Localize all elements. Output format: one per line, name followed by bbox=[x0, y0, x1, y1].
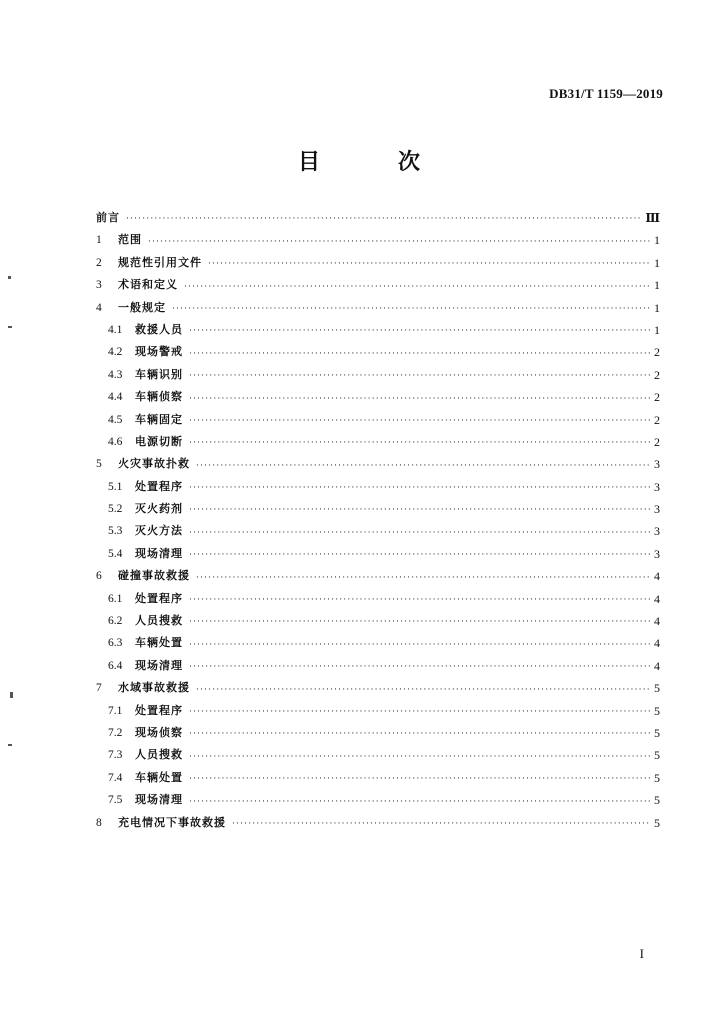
toc-entry-label: 碰撞事故救援 bbox=[118, 569, 190, 583]
toc-entry[interactable] bbox=[96, 744, 660, 766]
dot-leader bbox=[189, 702, 650, 722]
toc-entry[interactable] bbox=[96, 364, 660, 386]
toc-entry-page: 2 bbox=[654, 412, 660, 427]
toc-entry-number: 7.5 bbox=[108, 794, 123, 807]
toc-entry-number: 5.4 bbox=[108, 547, 123, 560]
toc-entry[interactable] bbox=[96, 386, 660, 408]
toc-entry-label: 车辆固定 bbox=[135, 412, 183, 426]
toc-entry-label: 现场侦察 bbox=[135, 725, 183, 739]
toc-entry[interactable] bbox=[96, 453, 660, 475]
toc-entry[interactable] bbox=[96, 789, 660, 811]
toc-entry-page: Ⅲ bbox=[645, 210, 660, 225]
toc-entry-label: 现场清理 bbox=[135, 546, 183, 560]
toc-entry-number: 7.4 bbox=[108, 771, 123, 784]
toc-entry-page: 3 bbox=[654, 479, 660, 494]
toc-entry-page: 1 bbox=[654, 322, 660, 337]
toc-entry-number: 6.4 bbox=[108, 659, 123, 672]
table-of-contents bbox=[96, 207, 660, 834]
toc-entry-number: 4.2 bbox=[108, 346, 123, 359]
dot-leader bbox=[189, 657, 650, 677]
toc-entry-page: 1 bbox=[654, 233, 660, 248]
toc-entry-label: 水域事故救援 bbox=[118, 681, 190, 695]
toc-entry-number: 7.3 bbox=[108, 749, 123, 762]
toc-entry-page: 4 bbox=[654, 569, 660, 584]
toc-entry[interactable] bbox=[96, 722, 660, 744]
toc-entry-page: 1 bbox=[654, 255, 660, 270]
toc-entry-number: 7 bbox=[96, 682, 102, 695]
toc-entry-label: 车辆侦察 bbox=[135, 390, 183, 404]
dot-leader bbox=[189, 411, 650, 431]
toc-entry-page: 5 bbox=[654, 725, 660, 740]
toc-entry-page: 3 bbox=[654, 546, 660, 561]
dot-leader bbox=[196, 568, 650, 588]
toc-entry-page: 5 bbox=[654, 748, 660, 763]
dot-leader bbox=[126, 209, 641, 229]
toc-entry-page: 4 bbox=[654, 636, 660, 651]
toc-entry-number: 4.6 bbox=[108, 435, 123, 448]
toc-entry[interactable] bbox=[96, 610, 660, 632]
toc-entry-page: 4 bbox=[654, 591, 660, 606]
dot-leader bbox=[189, 769, 650, 789]
scan-mark bbox=[8, 326, 12, 328]
toc-entry-number: 8 bbox=[96, 816, 102, 829]
toc-entry-number: 4.1 bbox=[108, 323, 123, 336]
dot-leader bbox=[189, 478, 650, 498]
toc-entry-label: 处置程序 bbox=[135, 479, 183, 493]
dot-leader bbox=[189, 433, 650, 453]
dot-leader bbox=[184, 277, 650, 297]
scan-mark bbox=[8, 744, 12, 746]
toc-entry-label: 充电情况下事故救援 bbox=[118, 815, 226, 829]
dot-leader bbox=[196, 456, 650, 476]
toc-entry-page: 3 bbox=[654, 502, 660, 517]
page-title: 目 次 bbox=[297, 150, 448, 175]
toc-entry-number: 6.2 bbox=[108, 615, 123, 628]
toc-entry[interactable] bbox=[96, 520, 660, 542]
dot-leader bbox=[208, 254, 650, 274]
toc-entry-number: 4.5 bbox=[108, 413, 123, 426]
toc-entry-label: 火灾事故扑救 bbox=[118, 457, 190, 471]
toc-entry[interactable] bbox=[96, 319, 660, 341]
dot-leader bbox=[172, 299, 650, 319]
toc-entry-number: 6.1 bbox=[108, 592, 123, 605]
toc-entry-page: 2 bbox=[654, 345, 660, 360]
dot-leader bbox=[189, 389, 650, 409]
toc-entry-number: 5.3 bbox=[108, 525, 123, 538]
toc-entry-label: 车辆处置 bbox=[135, 636, 183, 650]
dot-leader bbox=[189, 321, 650, 341]
toc-entry[interactable] bbox=[96, 700, 660, 722]
toc-entry-page: 4 bbox=[654, 614, 660, 629]
toc-entry-page: 3 bbox=[654, 457, 660, 472]
toc-entry-label: 前言 bbox=[96, 210, 120, 224]
toc-entry[interactable] bbox=[96, 498, 660, 520]
toc-entry-page: 5 bbox=[654, 793, 660, 808]
toc-entry-page: 5 bbox=[654, 815, 660, 830]
dot-leader bbox=[148, 232, 650, 252]
toc-entry[interactable] bbox=[96, 655, 660, 677]
dot-leader bbox=[189, 344, 650, 364]
toc-entry-label: 范围 bbox=[118, 233, 142, 247]
dot-leader bbox=[189, 366, 650, 386]
toc-entry-page: 4 bbox=[654, 658, 660, 673]
toc-entry[interactable] bbox=[96, 274, 660, 296]
dot-leader bbox=[189, 523, 650, 543]
toc-entry[interactable] bbox=[96, 431, 660, 453]
toc-entry-page: 2 bbox=[654, 434, 660, 449]
toc-entry-number: 5.1 bbox=[108, 480, 123, 493]
toc-entry-label: 灭火方法 bbox=[135, 524, 183, 538]
toc-entry-page: 5 bbox=[654, 681, 660, 696]
dot-leader bbox=[232, 814, 650, 834]
toc-entry-label: 人员搜救 bbox=[135, 614, 183, 628]
toc-entry[interactable] bbox=[96, 476, 660, 498]
toc-entry-number: 1 bbox=[96, 234, 102, 247]
toc-entry-label: 车辆识别 bbox=[135, 367, 183, 381]
toc-entry-label: 规范性引用文件 bbox=[118, 255, 202, 269]
toc-entry[interactable] bbox=[96, 252, 660, 274]
dot-leader bbox=[189, 635, 650, 655]
toc-entry[interactable] bbox=[96, 229, 660, 251]
dot-leader bbox=[189, 792, 650, 812]
toc-entry-number: 4.3 bbox=[108, 368, 123, 381]
toc-entry[interactable] bbox=[96, 677, 660, 699]
dot-leader bbox=[189, 747, 650, 767]
toc-entry-label: 术语和定义 bbox=[118, 278, 178, 292]
scan-mark bbox=[8, 276, 11, 279]
standard-code: DB31/T 1159—2019 bbox=[549, 86, 663, 101]
toc-entry-number: 5 bbox=[96, 458, 102, 471]
toc-entry-number: 6.3 bbox=[108, 637, 123, 650]
dot-leader bbox=[189, 545, 650, 565]
toc-entry-number: 4.4 bbox=[108, 391, 123, 404]
toc-entry-label: 车辆处置 bbox=[135, 770, 183, 784]
dot-leader bbox=[196, 680, 650, 700]
toc-entry-label: 救援人员 bbox=[135, 322, 183, 336]
scan-mark bbox=[10, 692, 13, 698]
toc-entry-label: 人员搜救 bbox=[135, 748, 183, 762]
toc-entry-number: 6 bbox=[96, 570, 102, 583]
toc-entry[interactable] bbox=[96, 543, 660, 565]
toc-entry[interactable] bbox=[96, 632, 660, 654]
dot-leader bbox=[189, 590, 650, 610]
toc-entry-page: 1 bbox=[654, 278, 660, 293]
toc-entry-page: 2 bbox=[654, 367, 660, 382]
toc-entry[interactable] bbox=[96, 207, 660, 229]
toc-entry-label: 现场警戒 bbox=[135, 345, 183, 359]
toc-entry-page: 5 bbox=[654, 770, 660, 785]
toc-entry[interactable] bbox=[96, 812, 660, 834]
toc-entry-label: 现场清理 bbox=[135, 793, 183, 807]
toc-entry[interactable] bbox=[96, 297, 660, 319]
toc-entry-label: 灭火药剂 bbox=[135, 502, 183, 516]
toc-entry-page: 5 bbox=[654, 703, 660, 718]
toc-entry-page: 3 bbox=[654, 524, 660, 539]
toc-entry[interactable] bbox=[96, 767, 660, 789]
dot-leader bbox=[189, 724, 650, 744]
dot-leader bbox=[189, 500, 650, 520]
toc-entry-number: 4 bbox=[96, 301, 102, 314]
toc-entry[interactable] bbox=[96, 341, 660, 363]
toc-entry-label: 现场清理 bbox=[135, 658, 183, 672]
toc-entry-label: 一般规定 bbox=[118, 300, 166, 314]
toc-entry-label: 电源切断 bbox=[135, 434, 183, 448]
dot-leader bbox=[189, 612, 650, 632]
toc-entry-page: 2 bbox=[654, 390, 660, 405]
toc-entry-number: 2 bbox=[96, 256, 102, 269]
toc-entry[interactable] bbox=[96, 565, 660, 587]
toc-entry-number: 7.1 bbox=[108, 704, 123, 717]
toc-entry-label: 处置程序 bbox=[135, 703, 183, 717]
toc-entry-number: 7.2 bbox=[108, 726, 123, 739]
page-number: I bbox=[639, 946, 644, 961]
toc-entry-page: 1 bbox=[654, 300, 660, 315]
toc-entry-number: 3 bbox=[96, 279, 102, 292]
toc-entry-number: 5.2 bbox=[108, 503, 123, 516]
toc-entry[interactable] bbox=[96, 588, 660, 610]
toc-entry[interactable] bbox=[96, 409, 660, 431]
toc-entry-label: 处置程序 bbox=[135, 591, 183, 605]
